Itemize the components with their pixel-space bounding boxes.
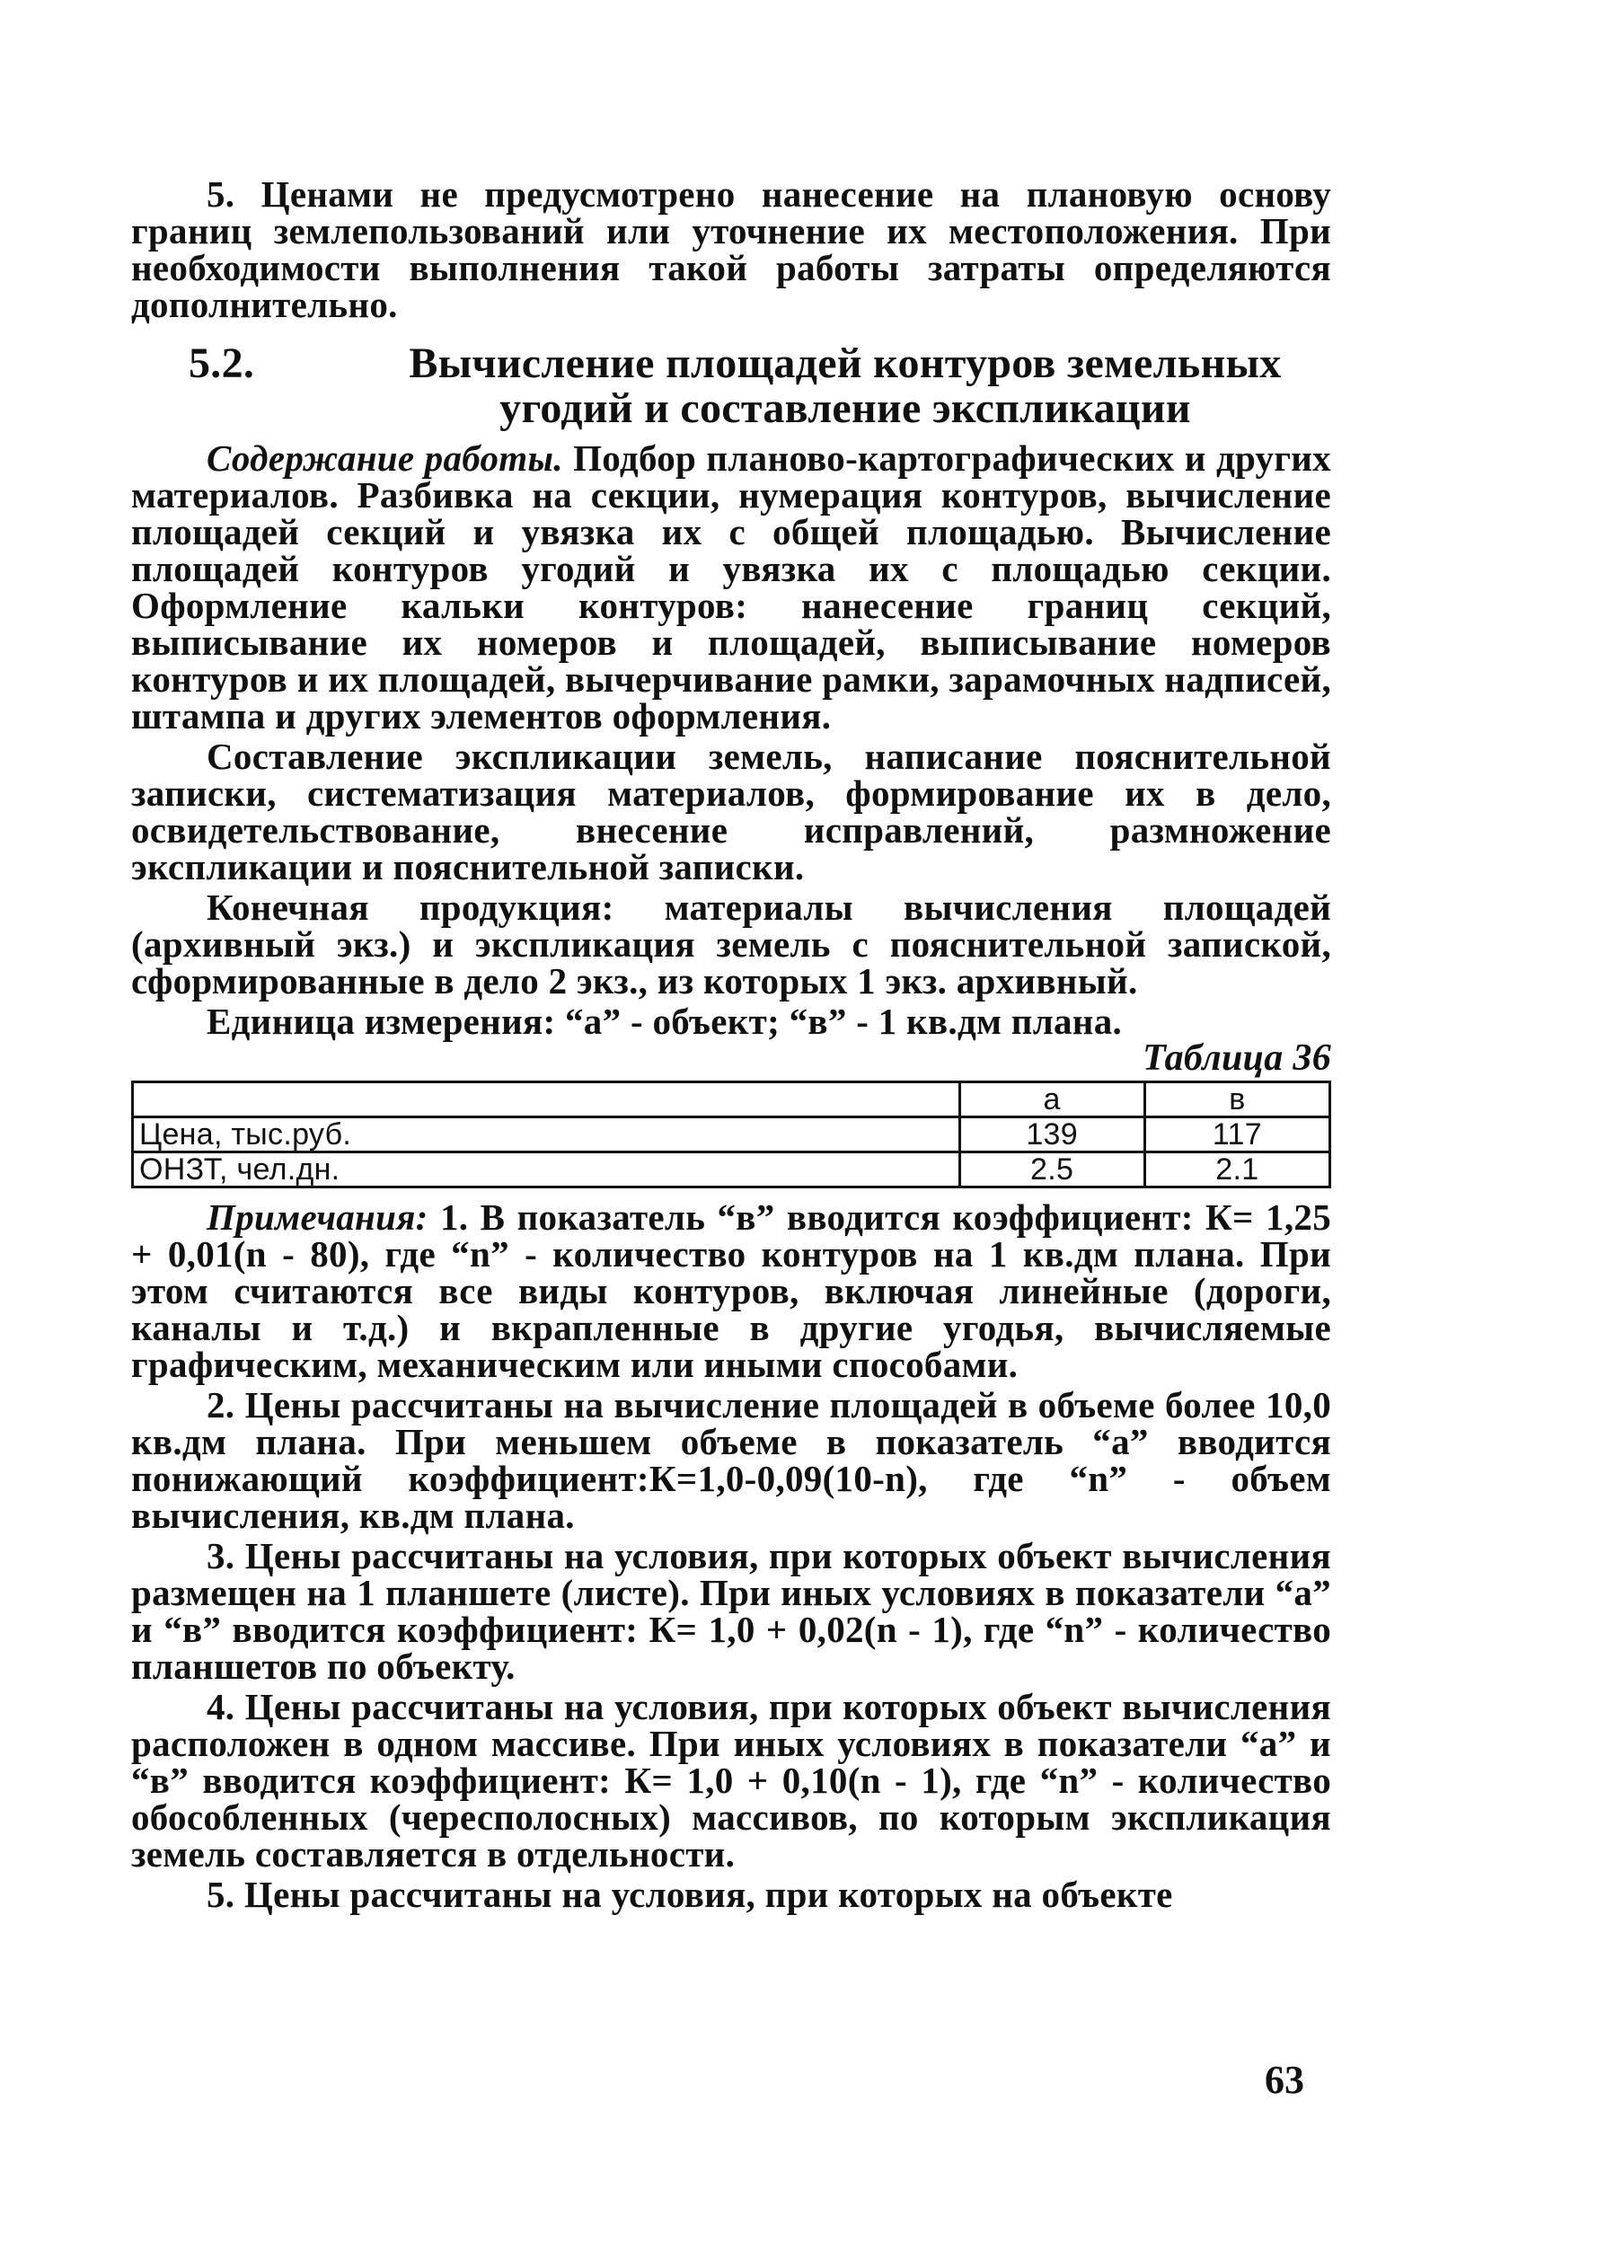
table-cell-b: 117 [1144, 1117, 1329, 1152]
unit-paragraph: Единица измерения: “а” - объект; “в” - 1 кв.дм плана. [207, 1001, 1123, 1042]
compose-paragraph: Составление экспликации земель, написание пояснительной записки, систематизация материалов, формирование их в дело, освидетельствование, внесение исправлений, размножение экспликации и пояснительной записки. [131, 736, 1331, 887]
table-header-cell: в [1144, 1082, 1329, 1117]
note-2: 2. Цены рассчитаны на вычисление площадей в объеме более 10,0 кв.дм плана. При меньшем объеме в показатель “а” вводится понижающий коэффициент:К=1,0-0,09(10-n), где “n” - объем вычисления, кв.дм плана. [131, 1384, 1331, 1536]
table-header-row [133, 1082, 1330, 1117]
table-row-label: Цена, тыс.руб. [133, 1117, 960, 1152]
section-number: 5.2. [189, 340, 255, 387]
price-table [131, 1081, 1331, 1188]
note-5: 5. Цены рассчитаны на условия, при которых на объекте [207, 1874, 1173, 1915]
note-1 [131, 1196, 1331, 1385]
table-header-cell [133, 1082, 960, 1117]
table-header-cell: а [959, 1082, 1144, 1117]
note-3: 3. Цены рассчитаны на условия, при которых объект вычисления размещен на 1 планшете (листе). При иных условиях в показатели “а” и “в” вводится коэффициент: К= 1,0 + 0,02(n - 1), где “n” - количество планшетов по объекту. [131, 1535, 1331, 1687]
intro-paragraph: 5. Ценами не предусмотрено нанесение на плановую основу границ землепользований или уточнение их местоположения. При необходимости выполнения такой работы затраты определяются дополнительно. [131, 173, 1331, 325]
table-cell-a: 139 [959, 1117, 1144, 1152]
table-row [133, 1152, 1330, 1187]
table-row [133, 1117, 1330, 1152]
work-content-text: Подбор планово-картографических и других материалов. Разбивка на секции, нумерация контуров, вычисление площадей секций и увязка их с общей площадью. Вычисление площадей контуров угодий и увязка их с площадью секции. Оформление кальки контуров: нанесение границ секций, выписывание их номеров и площадей, выписывание номеров контуров и их площадей, вычерчивание рамки, зарамочных надписей, штампа и других элементов оформления. [131, 437, 1331, 737]
table-cell-b: 2.1 [1144, 1152, 1329, 1187]
section-title: Вычисление площадей контуров земельных угодий и составление экспликации [409, 340, 1282, 432]
section-heading [131, 341, 1331, 431]
work-content-label: Содержание работы. [207, 437, 563, 479]
table-caption: Таблица 36 [1143, 1037, 1331, 1079]
notes-label: Примечания: [207, 1196, 428, 1238]
notes-block [131, 1196, 1331, 1915]
note-1-text: 1. В показатель “в” вводится коэффициент: К= 1,25 + 0,01(n - 80), где “n” - количество контуров на 1 кв.дм плана. При этом считаются все виды контуров, включая линейные (дороги, каналы и т.д.) и вкрапленные в другие угодья, вычисляемые графическим, механическим или иными способами. [131, 1196, 1331, 1385]
table-cell-a: 2.5 [959, 1152, 1144, 1187]
final-product-paragraph: Конечная продукция: материалы вычисления площадей (архивный экз.) и экспликация земель с пояснительной запиской, сформированные в дело 2 экз., из которых 1 экз. архивный. [131, 887, 1331, 1002]
note-4: 4. Цены рассчитаны на условия, при которых объект вычисления расположен в одном массиве. При иных условиях в показатели “а” и “в” вводится коэффициент: К= 1,0 + 0,10(n - 1), где “n” - количество обособленных (чересполосных) массивов, по которым экспликация земель составляется в отдельности. [131, 1686, 1331, 1875]
table-row-label: ОНЗТ, чел.дн. [133, 1152, 960, 1187]
work-content-paragraph [131, 437, 1331, 737]
page-content [131, 173, 1331, 1915]
page-number: 63 [1265, 2058, 1304, 2102]
